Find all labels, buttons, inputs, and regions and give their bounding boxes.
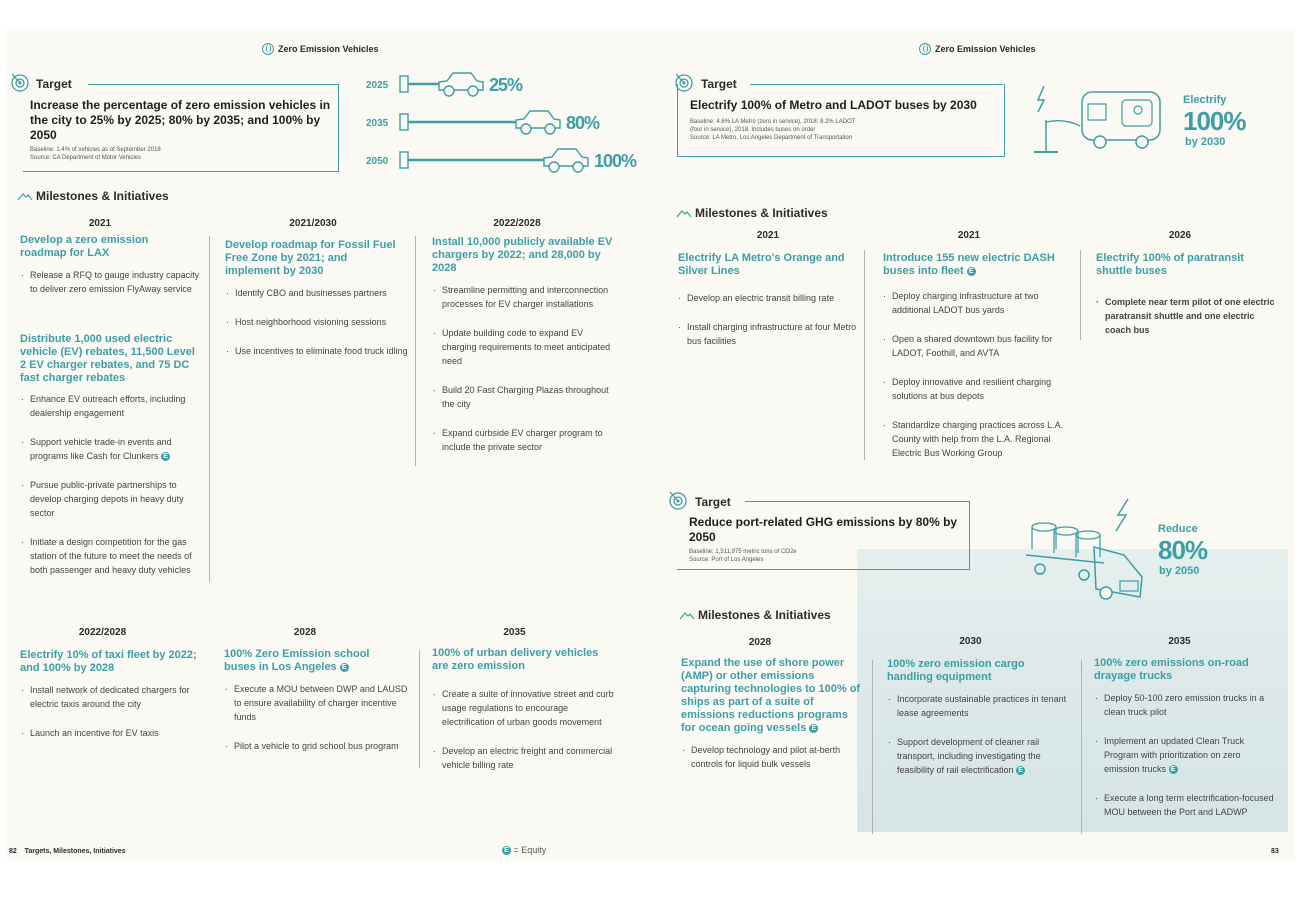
milestones-title: Milestones & Initiatives <box>36 189 169 203</box>
column-heading: 100% zero emissions on-road drayage trucks <box>1094 657 1249 682</box>
list-item <box>20 478 200 520</box>
list-item: · Host neighborhood visioning sessions <box>225 315 410 329</box>
list-item: · Install charging infrastructure at four Metro bus facilities <box>677 320 862 348</box>
column-divider <box>864 250 865 460</box>
page-number-right: 83 <box>1271 848 1279 855</box>
globe-icon <box>262 43 274 55</box>
column-heading <box>883 252 1063 278</box>
column-divider <box>1080 250 1081 340</box>
stat-value: 80% <box>1158 535 1208 565</box>
column-heading: Develop a zero emission roadmap for LAX <box>20 234 149 259</box>
list-item: · Expand curbside EV charger program to include the private sector <box>432 426 617 454</box>
list-item <box>1094 791 1274 819</box>
list-item: · Streamline permitting and interconnection processes for EV charger installations <box>432 283 617 311</box>
page-number: 82 <box>9 848 17 855</box>
list-item <box>1094 734 1274 776</box>
milestones-title: Milestones & Initiatives <box>698 608 831 622</box>
column-heading: 100% of urban delivery vehicles are zero emission <box>432 647 599 672</box>
target-label: Target <box>701 77 737 91</box>
mountain-icon <box>18 192 32 200</box>
progress-percent: 25% <box>489 75 523 95</box>
column-divider <box>415 236 416 466</box>
equity-icon: E <box>809 724 818 733</box>
car-wheel <box>573 162 583 172</box>
target-baseline <box>30 146 330 162</box>
column-year: 2026 <box>1168 230 1192 241</box>
list-item: · Release a RFQ to gauge industry capacity to deliver zero emission FlyAway service <box>20 268 200 296</box>
equity-icon: E <box>1169 765 1178 774</box>
column-heading <box>681 657 863 735</box>
truck-icon <box>1024 497 1154 605</box>
bullet-list <box>20 683 205 755</box>
milestones-heading <box>680 608 831 622</box>
progress-year: 2025 <box>366 80 389 91</box>
page-footer-left <box>9 848 126 855</box>
baseline-text: Baseline: 4.6% LA Metro (zero in service), 2018; 8.2% LADOT <box>690 119 856 125</box>
list-item-text: Initiate a design competition for the gas station of the future to meet the needs of both passenger and heavy duty vehicles <box>30 537 192 575</box>
bullet-list <box>1094 691 1274 834</box>
bullet-list <box>225 286 410 373</box>
stat-label: Electrify <box>1183 94 1227 106</box>
target-baseline <box>690 118 990 142</box>
list-item: · Execute a MOU between DWP and LAUSD to ensure availability of charger incentive funds <box>224 682 409 724</box>
list-item: · Use incentives to eliminate food truck idling <box>225 344 410 358</box>
column-heading-text: 100% Zero Emission school buses in Los Angeles <box>224 648 370 673</box>
list-item-text: Support vehicle trade-in events and programs like Cash for Clunkers <box>30 437 172 461</box>
column-year: 2030 <box>959 636 982 647</box>
stat-label: by 2050 <box>1159 565 1200 577</box>
list-item: · Develop an electric transit billing rate <box>677 291 862 305</box>
mountain-icon <box>677 209 691 217</box>
list-item-text: Deploy 50-100 zero emission trucks in a clean truck pilot <box>1104 693 1265 717</box>
stat-label: Reduce <box>1158 523 1198 535</box>
column-year: 2035 <box>503 627 526 638</box>
equity-icon: E <box>967 267 976 276</box>
list-item: · Launch an incentive for EV taxis <box>20 726 205 740</box>
equity-icon: E <box>161 452 170 461</box>
list-item: · Complete near term pilot of one electric paratransit shuttle and one electric coach bus <box>1095 295 1275 337</box>
column-heading: Electrify 100% of paratransit shuttle buses <box>1096 252 1244 277</box>
list-item: · Create a suite of innovative street and curb usage regulations to encourage electrification of urban goods movement <box>432 687 617 729</box>
progress-row <box>366 111 600 134</box>
list-item <box>1094 691 1274 719</box>
bus-icon <box>1030 82 1170 158</box>
baseline-text: Baseline: 1,511,975 metric tons of CO2e <box>689 549 797 555</box>
column-year: 2022/2028 <box>493 218 541 229</box>
header-title: Zero Emission Vehicles <box>935 44 1036 54</box>
column-heading: Install 10,000 publicly available EV chargers by 2022; and 28,000 by 2028 <box>432 236 613 274</box>
list-item <box>887 692 1072 720</box>
column-divider <box>872 660 873 834</box>
list-item: · Build 20 Fast Charging Plazas throughout the city <box>432 383 617 411</box>
list-item <box>20 535 200 577</box>
bullet-list <box>20 268 200 311</box>
plug-icon <box>400 76 408 92</box>
list-item: · Deploy charging infrastructure at two additional LADOT bus yards <box>882 289 1072 317</box>
target-label: Target <box>695 495 731 509</box>
column-year: 2021 <box>88 218 112 229</box>
equity-icon: E <box>340 663 349 672</box>
list-item-text: Execute a long term electrification-focused MOU between the Port and LADWP <box>1104 793 1274 817</box>
bullet-list <box>224 682 409 768</box>
list-item: · Open a shared downtown bus facility for LADOT, Foothill, and AVTA <box>882 332 1072 360</box>
plug-icon <box>400 114 408 130</box>
bullet-list <box>432 283 617 469</box>
column-heading: Electrify 10% of taxi fleet by 2022; and 100% by 2028 <box>20 649 197 674</box>
equity-legend <box>502 845 546 855</box>
stat-value: 100% <box>1183 106 1246 136</box>
progress-row <box>366 73 523 96</box>
bullet-list <box>432 687 617 787</box>
column-year: 2021 <box>756 230 780 241</box>
column-heading-text: Introduce 155 new electric DASH buses into fleet <box>883 252 1055 277</box>
baseline-text: Baseline: 1.4% of vehicles as of September 2018 <box>30 147 161 153</box>
progress-year: 2035 <box>366 118 389 129</box>
column-year: 2021/2030 <box>289 218 337 229</box>
bullet-list <box>677 291 862 363</box>
car-wheel <box>549 162 559 172</box>
progress-percent: 100% <box>594 151 637 171</box>
column-heading-text: Expand the use of shore power (AMP) or other emissions capturing technologies to 100% of ships as part of a suite of emissions reductions programs for ocean going vessels <box>681 657 861 734</box>
list-item: · Identify CBO and businesses partners <box>225 286 410 300</box>
column-year: 2028 <box>293 627 317 638</box>
legend-text: = Equity <box>513 845 547 855</box>
plug-icon <box>400 152 408 168</box>
list-item <box>20 392 200 420</box>
target-label: Target <box>36 77 72 91</box>
target-text: Electrify 100% of Metro and LADOT buses by 2030 <box>690 98 977 112</box>
progress-svg <box>364 68 637 178</box>
list-item <box>20 435 200 463</box>
list-item-text: Implement an updated Clean Truck Program with prioritization on zero emission trucks <box>1104 736 1245 774</box>
globe-icon <box>919 43 931 55</box>
list-item-text: Enhance EV outreach efforts, including dealership engagement <box>30 394 186 418</box>
milestones-title: Milestones & Initiatives <box>695 206 828 220</box>
column-divider <box>1081 660 1082 834</box>
car-wheel <box>545 124 555 134</box>
column-year: 2035 <box>1168 636 1191 647</box>
list-item-text: Pursue public-private partnerships to develop charging depots in heavy duty sector <box>30 480 184 518</box>
column-heading: Electrify LA Metro's Orange and Silver Lines <box>678 252 845 277</box>
target-text: Reduce port-related GHG emissions by 80% by 2050 <box>689 515 958 544</box>
column-divider <box>209 236 210 582</box>
column-heading <box>224 648 404 674</box>
list-item-text: Incorporate sustainable practices in tenant lease agreements <box>897 694 1067 718</box>
bullet-list <box>887 692 1072 792</box>
page-header-right <box>919 43 1036 55</box>
source-text: Source: CA Department of Motor Vehicles <box>30 155 142 161</box>
page-header-left <box>262 43 379 55</box>
list-item: · Update building code to expand EV charging requirements to meet anticipated need <box>432 326 617 368</box>
list-item-text: Support development of cleaner rail transport, including investigating the feasibility of rail electrification <box>897 737 1041 775</box>
car-wheel <box>444 86 454 96</box>
target-baseline <box>689 548 959 564</box>
source-text: Source: LA Metro, Los Angeles Department of Transportation <box>690 135 853 141</box>
column-year: 2022/2028 <box>78 627 127 638</box>
list-item: · Standardize charging practices across L.A. County with help from the L.A. Regional Electric Bus Working Group <box>882 418 1072 460</box>
column-heading: 100% zero emission cargo handling equipment <box>887 658 1025 683</box>
bullet-list <box>882 289 1072 475</box>
bullet-list <box>681 743 856 786</box>
source-text: Source: Port of Los Angeles <box>689 557 764 563</box>
milestones-heading <box>677 206 828 220</box>
progress-row <box>366 149 637 172</box>
target-text: Increase the percentage of zero emission vehicles in the city to 25% by 2025; 80% by 2035; and 100% by 2050 <box>30 98 331 142</box>
stat-label: by 2030 <box>1185 136 1226 148</box>
header-title: Zero Emission Vehicles <box>278 44 379 54</box>
equity-icon: E <box>502 846 511 855</box>
list-item: · Pilot a vehicle to grid school bus program <box>224 739 409 753</box>
bullet-list <box>1095 295 1275 352</box>
list-item: · Develop an electric freight and commercial vehicle billing rate <box>432 744 617 772</box>
mountain-icon <box>680 611 694 619</box>
milestones-heading <box>18 189 169 203</box>
car-wheel <box>521 124 531 134</box>
progress-percent: 80% <box>566 113 600 133</box>
column-year: 2028 <box>748 637 772 648</box>
baseline-text: (four in service), 2018. Includes buses on order <box>690 127 816 133</box>
column-heading: Develop roadmap for Fossil Fuel Free Zone by 2021; and implement by 2030 <box>225 239 396 277</box>
car-wheel <box>468 86 478 96</box>
equity-icon: E <box>1016 766 1025 775</box>
progress-graphic <box>364 68 637 178</box>
column-heading: Distribute 1,000 used electric vehicle (EV) rebates, 11,500 Level 2 EV charger rebates, and 75 DC fast charger rebates <box>20 333 195 384</box>
column-year: 2021 <box>957 230 981 241</box>
bullet-list <box>20 392 200 592</box>
list-item: · Develop technology and pilot at-berth controls for liquid bulk vessels <box>681 743 856 771</box>
column-divider <box>419 650 420 768</box>
section-title: Targets, Milestones, Initiatives <box>24 848 126 855</box>
list-item <box>887 735 1072 777</box>
progress-year: 2050 <box>366 156 389 167</box>
list-item: · Deploy innovative and resilient charging solutions at bus depots <box>882 375 1072 403</box>
list-item: · Install network of dedicated chargers for electric taxis around the city <box>20 683 205 711</box>
